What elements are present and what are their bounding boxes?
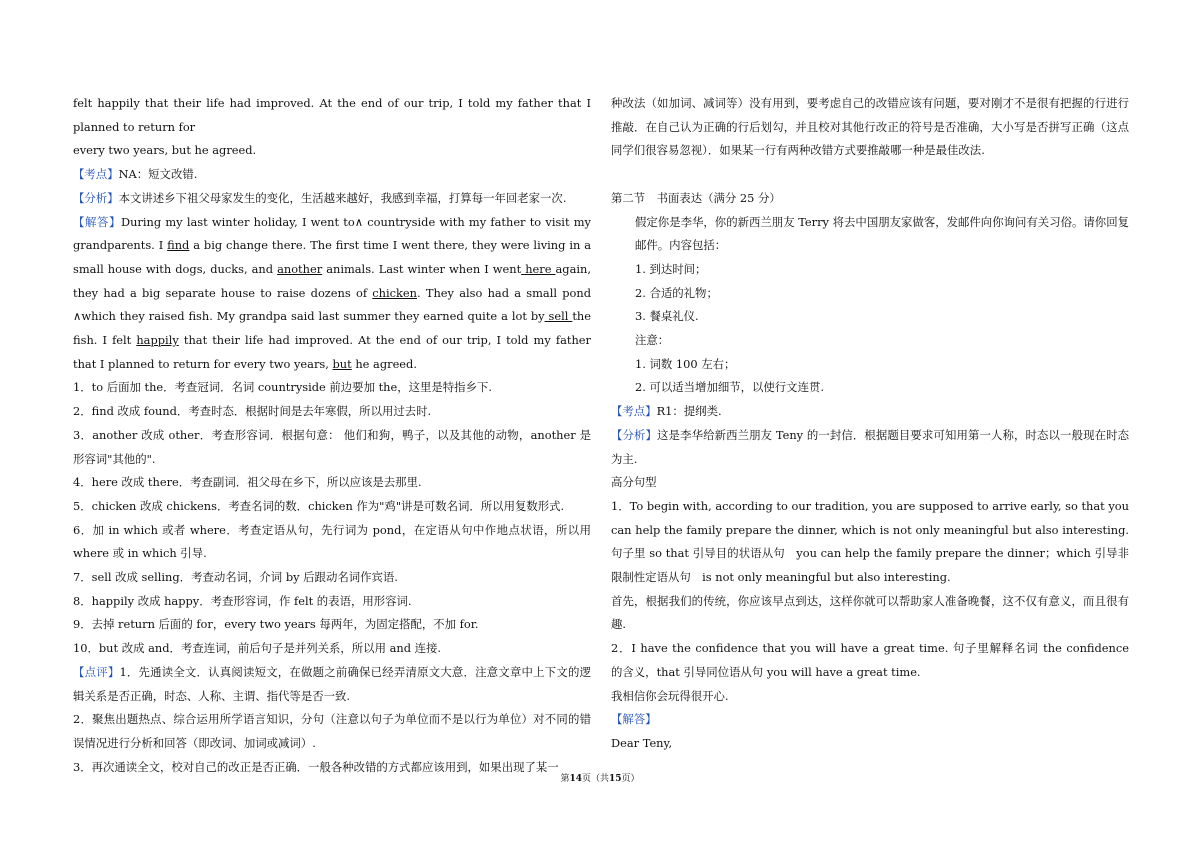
left-column — [73, 92, 591, 779]
dianping-section: 【点评】1．先通读全文．认真阅读短文，在做题之前确保已经弄清原文大意．注意文章中上下文的逻辑关系是否正确，时态、人称、主谓、指代等是否一致. — [73, 664, 591, 703]
text-line: every two years, but he agreed. — [73, 143, 257, 158]
fenxi-section: 【分析】这是李华给新西兰朋友 Teny 的一封信．根据题目要求可知用第一人称，时态以一般现在时态为主. — [611, 427, 1129, 466]
insert-caret: ∧ — [73, 309, 82, 324]
list-item: 8．happily 改成 happy．考查形容词，作 felt 的表语，用形容词. — [73, 593, 412, 608]
section-heading: 第二节 书面表达（满分 25 分） — [611, 190, 781, 205]
list-item: 9．去掉 return 后面的 for，every two years 每两年，为固定搭配，不加 for. — [73, 617, 479, 632]
text-line: felt happily that their life had improved. At the end of our trip, I told my father that I planned to return for — [73, 96, 591, 134]
sentence-translation: 首先，根据我们的传统，你应该早点到达，这样你就可以帮助家人准备晚餐，这不仅有意义，而且很有趣. — [611, 593, 1129, 632]
jieda-tag: 【解答】 — [73, 214, 121, 229]
error-word: but — [332, 356, 352, 371]
kaodian-tag: 【考点】 — [611, 404, 657, 419]
sentence-translation: 我相信你会玩得很开心. — [611, 688, 729, 703]
writing-prompt: 假定你是李华，你的新西兰朋友 Terry 将去中国朋友家做客，发邮件向你询问有关习俗。请你回复邮件。内容包括： — [635, 214, 1129, 253]
fenxi-tag: 【分析】 — [73, 190, 119, 205]
jieda-tag: 【解答】 — [611, 712, 657, 727]
list-item: 5．chicken 改成 chickens．考查名词的数．chicken 作为"鸡"讲是可数名词．所以用复数形式. — [73, 498, 565, 513]
kaodian-tag: 【考点】 — [73, 167, 119, 182]
list-item: 7．sell 改成 selling．考查动名词，介词 by 后跟动名词作宾语. — [73, 570, 398, 585]
insert-caret: ∧ — [354, 214, 364, 229]
list-item: 2．find 改成 found．考查时态．根据时间是去年寒假，所以用过去时. — [73, 404, 432, 419]
page-total: 15 — [609, 774, 622, 784]
dianping-tag: 【点评】 — [73, 664, 120, 679]
sentence-pattern: 1．To begin with, according to our tradition, you are supposed to arrive early, so that you can help the family prepare the dinner, which is not only meaningful but also interesting. 句子里 so that 引导目的状语从句 you can help the family prepare the dinner；which 引导非限制性定语从句 is not only meaningful but also interesting. — [611, 498, 1129, 585]
note-item: 2. 可以适当增加细节，以使行文连贯. — [635, 380, 824, 395]
list-item: 6．加 in which 或者 where．考查定语从句，先行词为 pond，在定语从句中作地点状语，所以用 where 或 in which 引导. — [73, 522, 591, 561]
right-column — [611, 92, 1141, 756]
error-word: happily — [136, 333, 179, 348]
sentence-pattern: 2．I have the confidence that you will have a great time. 句子里解释名词 the confidence 的含义，that 引导同位语从句 you will have a great time. — [611, 641, 1141, 679]
page-footer: 第14页（共15页） — [560, 774, 640, 784]
fenxi-text: 本文讲述乡下祖父母家发生的变化，生活越来越好，我感到幸福，打算每一年回老家一次. — [118, 190, 567, 205]
spacer — [611, 163, 1129, 187]
letter-greeting: Dear Teny, — [611, 735, 673, 750]
dianping-item: 2．聚焦出题热点、综合运用所学语言知识，分句（注意以句子为单位而不是以行为单位）对不同的错误情况进行分析和回答（即改词、加词或减词）. — [73, 712, 591, 750]
list-item: 10．but 改成 and．考查连词，前后句子是并列关系，所以用 and 连接. — [73, 641, 442, 656]
kaodian-section — [73, 163, 591, 187]
dianping-item: 3．再次通读全文，校对自己的改正是否正确．一般各种改错的方式都应该用到，如果出现了某一 — [73, 759, 559, 774]
gaofen-heading: 高分句型 — [611, 475, 657, 490]
error-word: find — [167, 238, 190, 253]
error-word: here — [521, 261, 556, 276]
list-item: 3．another 改成 other．考查形容词．根据句意： 他们和狗，鸭子，以及其他的动物，another 是形容词"其他的". — [73, 427, 591, 466]
fenxi-tag: 【分析】 — [611, 427, 658, 442]
fenxi-section — [73, 187, 591, 211]
list-item: 1．to 后面加 the．考查冠词．名词 countryside 前边要加 the，这里是特指乡下. — [73, 380, 492, 395]
jieda-section — [611, 708, 1129, 732]
jieda-section: 【解答】During my last winter holiday, I went to∧ countryside with my father to visit my grandparents. I find a big change there. The first time I went there, they were living in a small house with dogs, ducks, and another animals. Last winter when I went here again, they had a big separate house to raise dozens of chicken. They also had a small pond ∧which they raised fish. My grandpa said last summer they earned quite a lot by sell the fish. I felt happily that their life had improved. At the end of our trip, I told my father that I planned to return for every two years, but he agreed. — [73, 214, 591, 371]
dianping-continued: 种改法（如加词、减词等）没有用到，要考虑自己的改错应该有问题，要对刚才不是很有把握的行进行推敲．在自己认为正确的行后划勾，并且校对其他行改正的符号是否准确，大小写是否拼写正确（这点同学们很容易忽视）．如果某一行有两种改错方式要推敲哪一种是最佳改法. — [611, 96, 1129, 158]
kaodian-text: NA：短文改错. — [118, 167, 198, 182]
prompt-point: 2. 合适的礼物； — [635, 285, 718, 300]
kaodian-section: 【考点】R1：提纲类. — [611, 404, 722, 419]
error-word: sell — [544, 309, 573, 324]
page-number: 14 — [569, 774, 582, 784]
error-word: chicken — [372, 285, 417, 300]
prompt-point: 3. 餐桌礼仪. — [635, 309, 699, 324]
list-item: 4．here 改成 there．考查副词．祖父母在乡下，所以应该是去那里. — [73, 475, 422, 490]
error-word: another — [277, 261, 323, 276]
note-item: 1. 词数 100 左右； — [635, 356, 736, 371]
note-label: 注意： — [635, 333, 670, 348]
prompt-point: 1. 到达时间； — [635, 261, 707, 276]
